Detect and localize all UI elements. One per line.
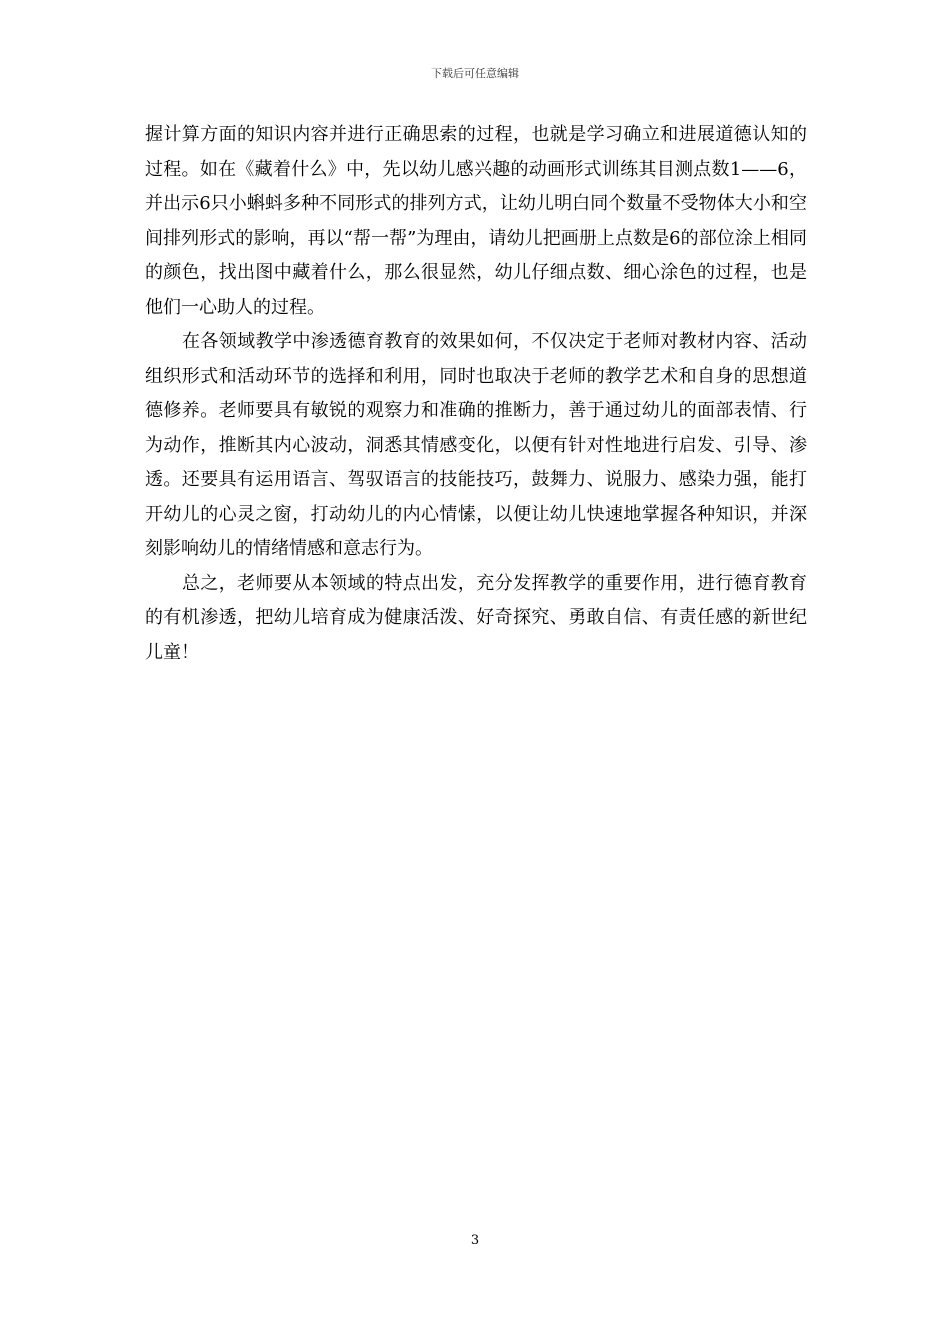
document-body xyxy=(145,118,807,670)
paragraph-2: 在各领域教学中渗透德育教育的效果如何，不仅决定于老师对教材内容、活动组织形式和活动环节的选择和利用，同时也取决于老师的教学艺术和自身的思想道德修养。老师要具有敏锐的观察力和准确的推断力，善于通过幼儿的面部表情、行为动作，推断其内心波动，洞悉其情感变化，以便有针对性地进行启发、引导、渗透。还要具有运用语言、驾驭语言的技能技巧，鼓舞力、说服力、感染力强，能打开幼儿的心灵之窗，打动幼儿的内心情愫，以便让幼儿快速地掌握各种知识，并深刻影响幼儿的情绪情感和意志行为。 xyxy=(145,331,807,559)
paragraph-1: 握计算方面的知识内容并进行正确思索的过程，也就是学习确立和进展道德认知的过程。如在《藏着什么》中，先以幼儿感兴趣的动画形式训练其目测点数1——6，并出示6只小蝌蚪多种不同形式的排列方式，让幼儿明白同个数量不受物体大小和空间排列形式的影响，再以“帮一帮”为理由，请幼儿把画册上点数是6的部位涂上相同的颜色，找出图中藏着什么，那么很显然，幼儿仔细点数、细心涂色的过程，也是他们一心助人的过程。 xyxy=(145,124,807,318)
page-number: 3 xyxy=(470,1233,480,1248)
page-header: 下载后可任意编辑 xyxy=(431,67,519,80)
paragraph-3: 总之，老师要从本领域的特点出发，充分发挥教学的重要作用，进行德育教育的有机渗透，把幼儿培育成为健康活泼、好奇探究、勇敢自信、有责任感的新世纪儿童！ xyxy=(145,572,807,663)
